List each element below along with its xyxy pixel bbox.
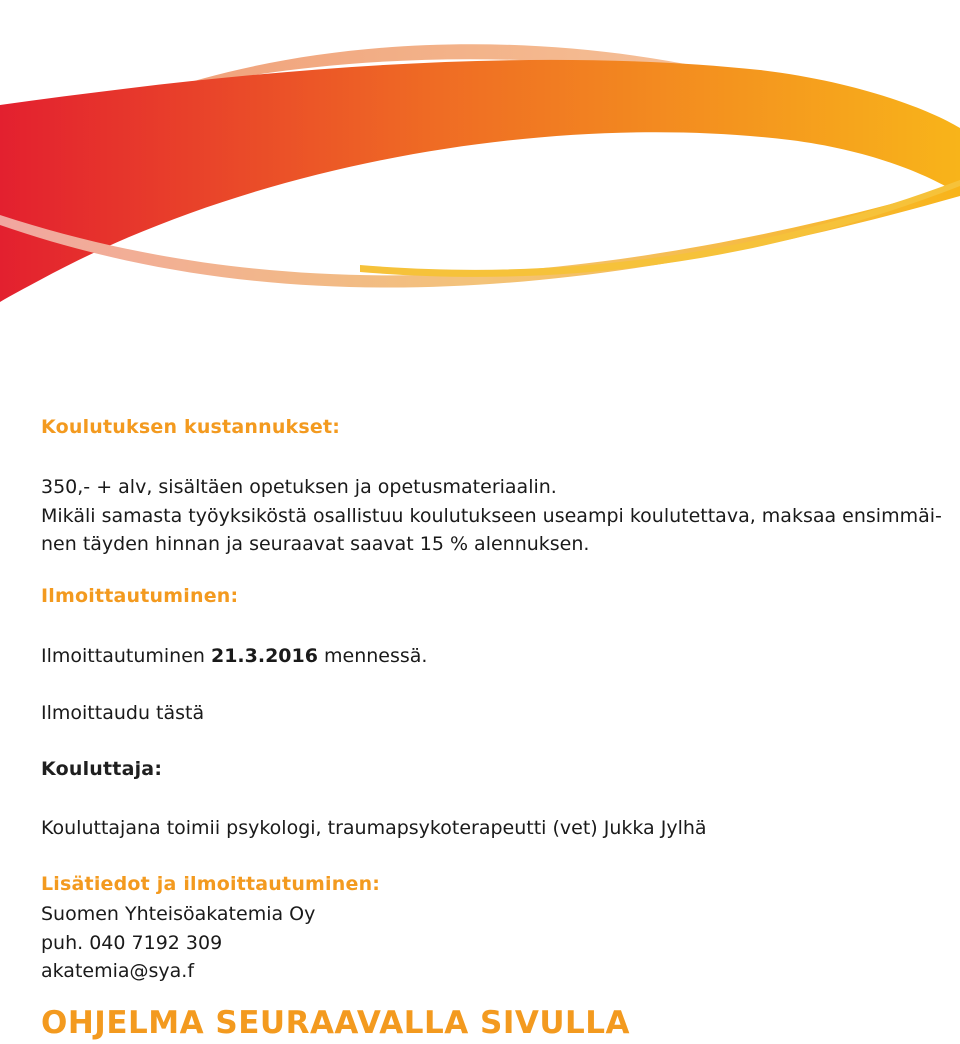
trainer-text: Kouluttajana toimii psykologi, traumapsykoterapeutti (vet) Jukka Jylhä [41,817,707,839]
costs-line-3: nen täyden hinnan ja seuraavat saavat 15 % alennuksen. [41,533,590,555]
registration-date: 21.3.2016 [210,645,318,667]
registration-suffix: mennessä. [317,645,428,667]
registration-link[interactable]: Ilmoittaudu tästä [41,702,205,724]
contact-org: Suomen Yhteisöakatemia Oy [41,903,316,925]
registration-prefix: Ilmoittautuminen [41,645,211,667]
contact-phone: puh. 040 7192 309 [41,932,223,954]
contact-email[interactable]: akatemia@sya.f [41,960,195,982]
trainer-heading: Kouluttaja: [41,758,163,780]
registration-heading: Ilmoittautuminen: [41,585,239,607]
costs-heading: Koulutuksen kustannukset: [41,416,341,438]
contact-heading: Lisätiedot ja ilmoittautuminen: [41,873,381,895]
registration-deadline [41,643,427,669]
costs-line-1: 350,- + alv, sisältäen opetuksen ja opetusmateriaalin. [41,476,557,498]
ribbon-main [0,60,960,302]
next-page-title: OHJELMA SEURAAVALLA SIVULLA [41,1005,631,1041]
costs-line-2: Mikäli samasta työyksiköstä osallistuu koulutukseen useampi koulutettava, maksaa ensimmäi- [41,505,942,527]
ribbon-banner [0,0,960,330]
